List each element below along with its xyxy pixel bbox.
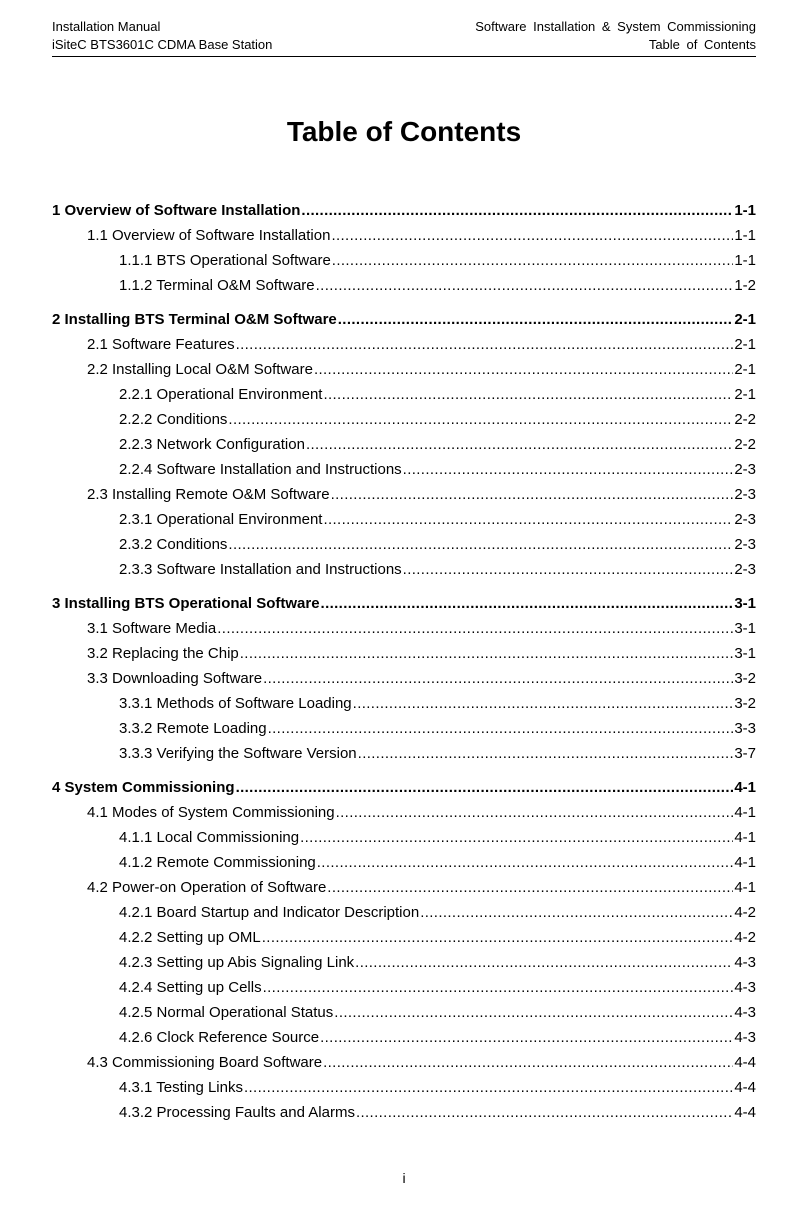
- dot-leader: [323, 1050, 733, 1075]
- toc-entry-page: 3-2: [734, 695, 756, 712]
- toc-entry-level-3[interactable]: [52, 691, 756, 716]
- toc-entry-page: 1-1: [734, 252, 756, 269]
- toc-entry-label: 2 Installing BTS Terminal O&M Software: [52, 311, 337, 328]
- toc-entry-label: 3 Installing BTS Operational Software: [52, 595, 320, 612]
- toc-entry-level-1[interactable]: [52, 591, 756, 616]
- dot-leader: [355, 950, 733, 975]
- toc-entry-label: 3.3.1 Methods of Software Loading: [119, 695, 352, 712]
- dot-leader: [306, 432, 733, 457]
- toc-entry-label: 4 System Commissioning: [52, 779, 235, 796]
- dot-leader: [358, 741, 734, 766]
- dot-leader: [353, 691, 734, 716]
- dot-leader: [263, 975, 734, 1000]
- toc-entry-level-3[interactable]: [52, 382, 756, 407]
- toc-entry-page: 4-4: [734, 1054, 756, 1071]
- toc-entry-page: 4-2: [734, 929, 756, 946]
- dot-leader: [334, 1000, 733, 1025]
- toc-entry-label: 4.1.2 Remote Commissioning: [119, 854, 316, 871]
- page-header: [52, 18, 756, 57]
- toc-entry-page: 2-3: [734, 461, 756, 478]
- dot-leader: [316, 273, 734, 298]
- dot-leader: [268, 716, 734, 741]
- toc-entry-level-2[interactable]: [52, 616, 756, 641]
- toc-entry-label: 4.2.6 Clock Reference Source: [119, 1029, 320, 1046]
- dot-leader: [263, 666, 733, 691]
- dot-leader: [323, 382, 733, 407]
- toc-entry-level-2[interactable]: [52, 1050, 756, 1075]
- dot-leader: [262, 925, 734, 950]
- toc-entry-level-3[interactable]: [52, 248, 756, 273]
- toc-entry-level-3[interactable]: [52, 1100, 756, 1125]
- toc-entry-level-2[interactable]: [52, 223, 756, 248]
- toc-entry-page: 4-2: [734, 904, 756, 921]
- toc-entry-page: 2-3: [734, 561, 756, 578]
- toc-entry-label: 2.3.1 Operational Environment: [119, 511, 323, 528]
- toc-entry-level-1[interactable]: [52, 307, 756, 332]
- manual-type: Installation Manual: [52, 19, 161, 34]
- toc-entry-page: 4-4: [734, 1104, 756, 1121]
- dot-leader: [331, 223, 733, 248]
- toc-entry-level-3[interactable]: [52, 975, 756, 1000]
- toc-entry-level-1[interactable]: [52, 198, 756, 223]
- dot-leader: [244, 1075, 733, 1100]
- dot-leader: [338, 307, 734, 332]
- toc-entry-page: 3-2: [734, 670, 756, 687]
- toc-entry-page: 3-3: [734, 720, 756, 737]
- toc-entry-label: 2.2.4 Software Installation and Instructions: [119, 461, 402, 478]
- toc-entry-page: 3-7: [734, 745, 756, 762]
- toc-entry-level-3[interactable]: [52, 1000, 756, 1025]
- toc-entry-level-3[interactable]: [52, 950, 756, 975]
- toc-entry-label: 1 Overview of Software Installation: [52, 202, 301, 219]
- toc-entry-page: 4-3: [734, 1004, 756, 1021]
- toc-entry-label: 2.3 Installing Remote O&M Software: [87, 486, 330, 503]
- dot-leader: [228, 532, 733, 557]
- toc-entry-label: 1.1 Overview of Software Installation: [87, 227, 331, 244]
- toc-entry-page: 3-1: [734, 595, 756, 612]
- toc-entry-page: 2-1: [734, 311, 756, 328]
- toc-entry-label: 3.2 Replacing the Chip: [87, 645, 239, 662]
- toc-entry-label: 2.2.2 Conditions: [119, 411, 228, 428]
- toc-entry-level-3[interactable]: [52, 741, 756, 766]
- toc-entry-label: 2.2.3 Network Configuration: [119, 436, 305, 453]
- toc-entry-label: 2.3.2 Conditions: [119, 536, 228, 553]
- toc-entry-label: 2.1 Software Features: [87, 336, 235, 353]
- header-right: [475, 18, 756, 54]
- dot-leader: [403, 557, 734, 582]
- toc-entry-label: 3.3 Downloading Software: [87, 670, 263, 687]
- toc-entry-label: 4.2.3 Setting up Abis Signaling Link: [119, 954, 355, 971]
- toc-entry-label: 1.1.1 BTS Operational Software: [119, 252, 331, 269]
- toc-entry-level-3[interactable]: [52, 457, 756, 482]
- toc-entry-page: 2-2: [734, 411, 756, 428]
- dot-leader: [236, 775, 734, 800]
- toc-entry-label: 4.3 Commissioning Board Software: [87, 1054, 323, 1071]
- toc-entry-page: 4-3: [734, 954, 756, 971]
- page-title: Table of Contents: [286, 116, 522, 147]
- toc-entry-level-2[interactable]: [52, 332, 756, 357]
- dot-leader: [323, 507, 733, 532]
- toc-entry-level-1[interactable]: [52, 775, 756, 800]
- toc-entry-page: 4-1: [734, 879, 756, 896]
- toc-entry-level-3[interactable]: [52, 900, 756, 925]
- toc-entry-level-2[interactable]: [52, 875, 756, 900]
- toc-entry-page: 2-1: [734, 386, 756, 403]
- toc-entry-page: 4-3: [734, 1029, 756, 1046]
- toc-entry-page: 4-1: [734, 829, 756, 846]
- toc-entry-label: 3.3.2 Remote Loading: [119, 720, 267, 737]
- toc-entry-label: 4.1.1 Local Commissioning: [119, 829, 300, 846]
- dot-leader: [236, 332, 734, 357]
- dot-leader: [320, 1025, 733, 1050]
- toc-entry-page: 2-1: [734, 336, 756, 353]
- toc-entry-level-3[interactable]: [52, 432, 756, 457]
- toc-entry-label: 2.2 Installing Local O&M Software: [87, 361, 313, 378]
- toc-entry-level-3[interactable]: [52, 1025, 756, 1050]
- dot-leader: [228, 407, 733, 432]
- dot-leader: [317, 850, 734, 875]
- toc-entry-page: 2-3: [734, 536, 756, 553]
- toc-entry-label: 1.1.2 Terminal O&M Software: [119, 277, 315, 294]
- toc-entry-page: 4-3: [734, 979, 756, 996]
- dot-leader: [327, 875, 733, 900]
- toc-entry-level-2[interactable]: [52, 666, 756, 691]
- toc-entry-label: 4.2.2 Setting up OML: [119, 929, 261, 946]
- toc-entry-level-3[interactable]: [52, 557, 756, 582]
- dot-leader: [301, 198, 733, 223]
- toc-entry-page: 3-1: [734, 620, 756, 637]
- toc-entry-label: 2.2.1 Operational Environment: [119, 386, 323, 403]
- section-subtitle: Table of Contents: [648, 37, 756, 52]
- dot-leader: [356, 1100, 733, 1125]
- dot-leader: [240, 641, 734, 666]
- toc-entry-label: 4.2.1 Board Startup and Indicator Description: [119, 904, 420, 921]
- section-name: Software Installation & System Commissioning: [475, 19, 756, 34]
- product-name: iSiteC BTS3601C CDMA Base Station: [52, 37, 273, 52]
- toc-entry-label: 4.2.5 Normal Operational Status: [119, 1004, 334, 1021]
- toc-entry-label: 2.3.3 Software Installation and Instructions: [119, 561, 402, 578]
- toc-entry-label: 4.1 Modes of System Commissioning: [87, 804, 335, 821]
- dot-leader: [321, 591, 734, 616]
- toc-entry-level-2[interactable]: [52, 482, 756, 507]
- toc-entry-page: 4-1: [734, 779, 756, 796]
- toc-entry-page: 4-1: [734, 804, 756, 821]
- dot-leader: [217, 616, 733, 641]
- toc-entry-label: 4.2.4 Setting up Cells: [119, 979, 262, 996]
- dot-leader: [420, 900, 733, 925]
- toc-entry-page: 2-3: [734, 486, 756, 503]
- toc-entry-page: 4-4: [734, 1079, 756, 1096]
- toc-entry-label: 4.3.1 Testing Links: [119, 1079, 243, 1096]
- toc-entry-page: 2-2: [734, 436, 756, 453]
- toc-entry-page: 2-3: [734, 511, 756, 528]
- toc-entry-label: 4.2 Power-on Operation of Software: [87, 879, 327, 896]
- toc-entry-level-3[interactable]: [52, 825, 756, 850]
- toc-entry-level-3[interactable]: [52, 1075, 756, 1100]
- toc-entry-level-3[interactable]: [52, 532, 756, 557]
- toc-entry-level-2[interactable]: [52, 641, 756, 666]
- toc-entry-level-2[interactable]: [52, 357, 756, 382]
- toc-entry-label: 4.3.2 Processing Faults and Alarms: [119, 1104, 355, 1121]
- dot-leader: [314, 357, 733, 382]
- dot-leader: [331, 482, 734, 507]
- toc-entry-page: 4-1: [734, 854, 756, 871]
- dot-leader: [336, 800, 734, 825]
- toc-entry-level-3[interactable]: [52, 716, 756, 741]
- page-number: i: [402, 1170, 406, 1186]
- toc-entry-level-3[interactable]: [52, 507, 756, 532]
- toc-entry-page: 1-1: [734, 227, 756, 244]
- dot-leader: [403, 457, 734, 482]
- toc-entry-level-3[interactable]: [52, 925, 756, 950]
- header-left: [52, 18, 272, 54]
- toc-entry-page: 1-1: [734, 202, 756, 219]
- toc-entry-page: 3-1: [734, 645, 756, 662]
- toc-entry-page: 1-2: [734, 277, 756, 294]
- dot-leader: [332, 248, 734, 273]
- toc-entry-level-2[interactable]: [52, 800, 756, 825]
- toc-entry-label: 3.1 Software Media: [87, 620, 217, 637]
- toc-entry-page: 2-1: [734, 361, 756, 378]
- toc-entry-level-3[interactable]: [52, 407, 756, 432]
- toc-entry-level-3[interactable]: [52, 273, 756, 298]
- table-of-contents: [52, 198, 756, 1125]
- toc-entry-label: 3.3.3 Verifying the Software Version: [119, 745, 357, 762]
- dot-leader: [300, 825, 733, 850]
- toc-entry-level-3[interactable]: [52, 850, 756, 875]
